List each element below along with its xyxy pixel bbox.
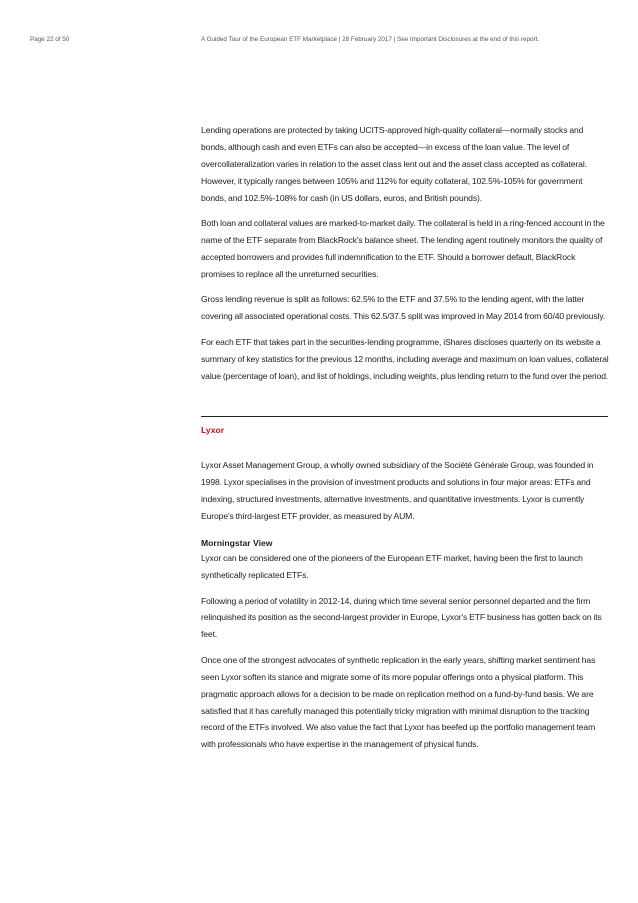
document-body — [201, 122, 609, 753]
morningstar-view-body — [201, 550, 609, 753]
paragraph-disclosure: For each ETF that takes part in the securities-lending programme, iShares discloses quarterly on its website a summary of key statistics for the previous 12 months, including average and maximum on loan values, collateral value (percentage of loan), and list of holdings, including weights, plus lending return to the fund over the period. — [201, 336, 609, 381]
intro-section — [201, 122, 609, 384]
paragraph-mark-to-market: Both loan and collateral values are marked-to-market daily. The collateral is held in a ring-fenced account in the name of the ETF separate from BlackRock's balance sheet. The lending agent routinely monitors the quality of accepted borrowers and provides full indemnification to the ETF. Should a borrower default, BlackRock promises to replace all the unreturned securities. — [201, 218, 605, 279]
paragraph-revenue-split: Gross lending revenue is split as follows: 62.5% to the ETF and 37.5% to the lending agent, with the latter covering all associated operational costs. This 62.5/37.5 split was improved in May 2014 from 60/40 previously. — [201, 294, 606, 322]
page-number: Page 22 of 50 — [30, 36, 70, 43]
section-divider — [201, 416, 608, 417]
running-head: A Guided Tour of the European ETF Marketplace | 28 February 2017 | See Important Disclosures at the end of this report. — [201, 36, 540, 43]
morningstar-view-heading: Morningstar View — [201, 538, 273, 549]
paragraph-volatility: Following a period of volatility in 2012-14, during which time several senior personnel departed and the firm relinquished its position as the second-largest provider in Europe, Lyxor's ETF business has gotten back on its feet. — [201, 595, 602, 640]
paragraph-replication: Once one of the strongest advocates of synthetic replication in the early years, shifting market sentiment has seen Lyxor soften its stance and migrate some of its more popular offerings onto a physical platform. This pragmatic approach allows for a decision to be made on replication method on a fund-by-fund basis. We are satisfied that it has carefully managed this potentially tricky migration with minimal disruption to the tracking record of the ETFs involved. We also value the fact that Lyxor has beefed up the portfolio management team with professionals who have expertise in the management of physical funds. — [201, 654, 596, 750]
section-title: Lyxor — [201, 425, 225, 436]
paragraph-collateral: Lending operations are protected by taking UCITS-approved high-quality collateral—normally stocks and bonds, although cash and even ETFs can also be accepted—in excess of the loan value. The level of overcollateralization varies in relation to the asset class lent out and the asset class accepted as collateral. However, it typically ranges between 105% and 112% for equity collateral, 102.5%-105% for government bonds, and 102.5%-108% for cash (in US dollars, euros, and British pounds). — [201, 125, 587, 203]
paragraph-pioneer: Lyxor can be considered one of the pioneers of the European ETF market, having been the first to launch synthetically replicated ETFs. — [201, 553, 583, 580]
lyxor-section — [201, 424, 609, 753]
paragraph-lyxor-intro: Lyxor Asset Management Group, a wholly owned subsidiary of the Société Générale Group, was founded in 1998. Lyxor specialises in the provision of investment products and solutions in four major areas: ETFs and indexing, structured investments, alternative investments, and quantitative investments. Lyxor is currently Europe's third-largest ETF provider, as measured by AUM. — [201, 460, 594, 522]
page-header — [0, 36, 638, 48]
